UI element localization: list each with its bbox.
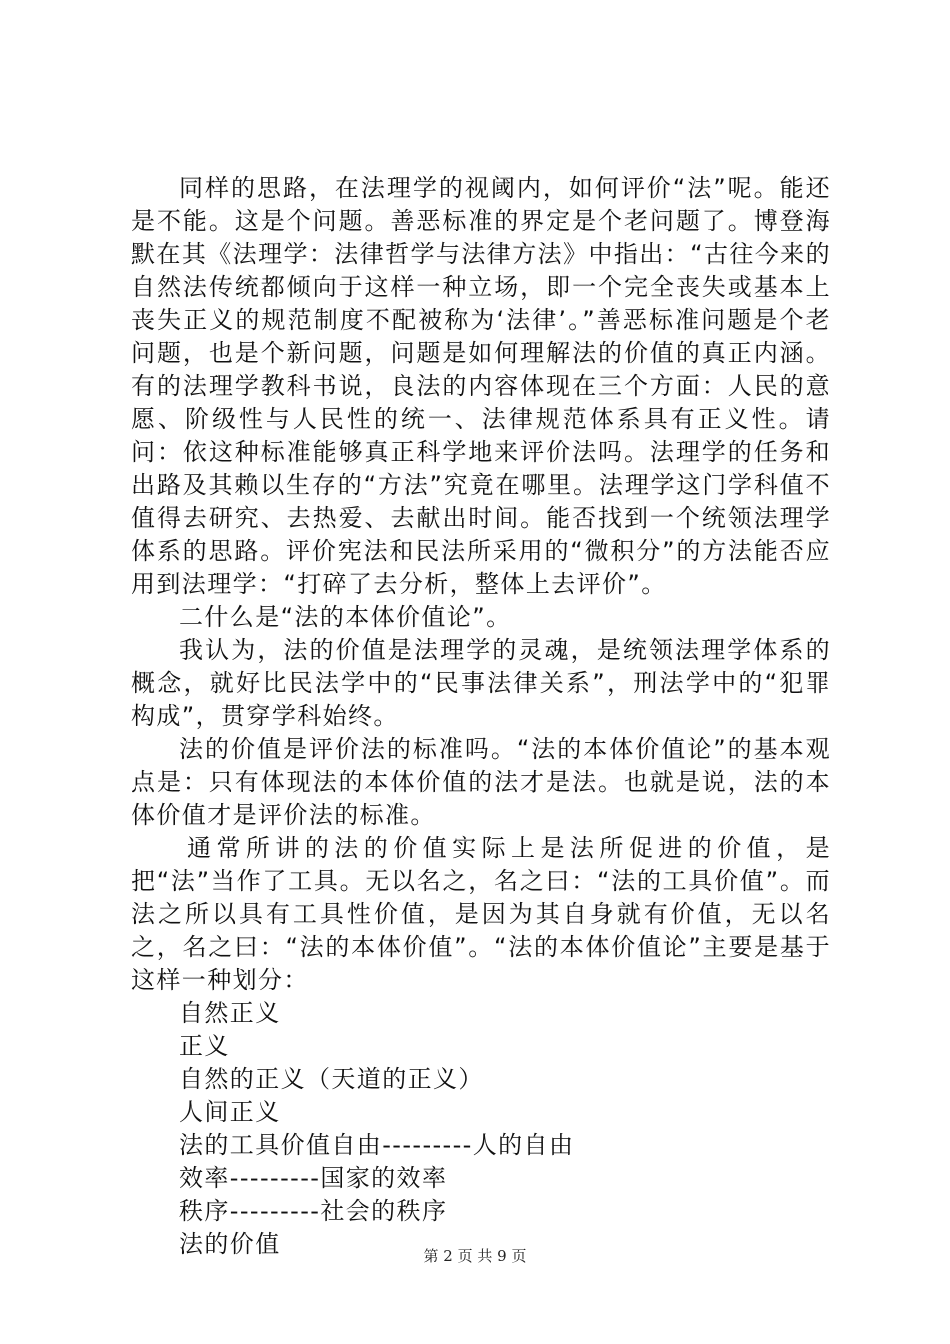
page-number-footer: 第 2 页 共 9 页 xyxy=(423,1247,527,1265)
document-body xyxy=(131,172,831,1261)
list-item-natural-justice: 自然正义 xyxy=(179,999,281,1027)
paragraph-4: 通常所讲的法的价值实际上是法所促进的价值，是把“法”当作了工具。无以名之，名之曰：“法的工具价值”。而法之所以具有工具性价值，是因为其自身就有价值，无以名之，名之曰：“法的本体价值”。“法的本体价值论”主要是基于这样一种划分： xyxy=(131,834,831,994)
list-item-freedom: 法的工具价值自由---------人的自由 xyxy=(179,1131,575,1159)
paragraph-3: 法的价值是评价法的标准吗。“法的本体价值论”的基本观点是：只有体现法的本体价值的法才是法。也就是说，法的本体价值才是评价法的标准。 xyxy=(131,735,831,829)
list-item-value-of-law: 法的价值 xyxy=(179,1230,281,1258)
list-item-human-justice: 人间正义 xyxy=(179,1098,281,1126)
paragraph-1: 同样的思路，在法理学的视阈内，如何评价“法”呢。能还是不能。这是个问题。善恶标准的界定是个老问题了。博登海默在其《法理学：法律哲学与法律方法》中指出：“古往今来的自然法传统都倾向于这样一种立场，即一个完全丧失或基本上丧失正义的规范制度不配被称为‘法律’。”善恶标准问题是个老问题，也是个新问题，问题是如何理解法的价值的真正内涵。有的法理学教科书说，良法的内容体现在三个方面：人民的意愿、阶级性与人民性的统一、法律规范体系具有正义性。请问：依这种标准能够真正科学地来评价法吗。法理学的任务和出路及其赖以生存的“方法”究竟在哪里。法理学这门学科值不值得去研究、去热爱、去献出时间。能否找到一个统领法理学体系的思路。评价宪法和民法所采用的“微积分”的方法能否应用到法理学：“打碎了去分析，整体上去评价”。 xyxy=(131,174,831,598)
section-heading: 二什么是“法的本体价值论”。 xyxy=(179,603,512,631)
paragraph-2: 我认为，法的价值是法理学的灵魂，是统领法理学体系的概念，就好比民法学中的“民事法律关系”，刑法学中的“犯罪构成”，贯穿学科始终。 xyxy=(131,636,831,730)
list-item-justice: 正义 xyxy=(179,1032,230,1060)
list-item-efficiency: 效率---------国家的效率 xyxy=(179,1164,448,1192)
list-item-heavenly-justice: 自然的正义（天道的正义） xyxy=(179,1065,484,1093)
list-item-order: 秩序---------社会的秩序 xyxy=(179,1197,448,1225)
